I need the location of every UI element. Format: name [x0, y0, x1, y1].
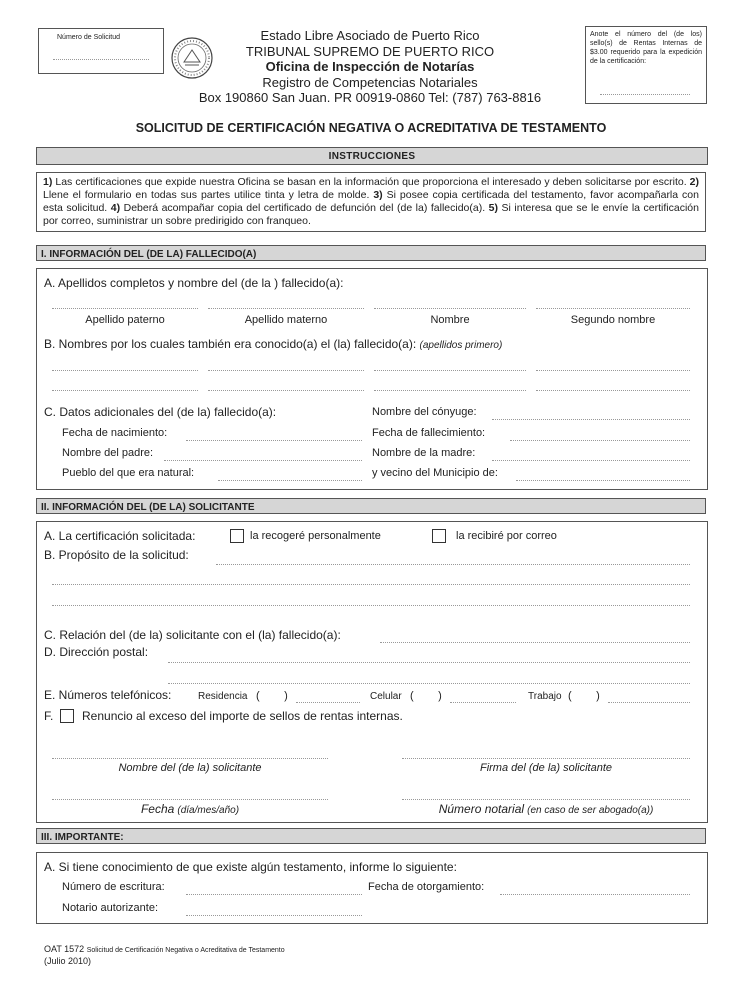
- resident-field[interactable]: [516, 480, 690, 481]
- purpose-label: B. Propósito de la solicitud:: [44, 548, 189, 562]
- birth-date-field[interactable]: [186, 440, 362, 441]
- alias-field-2d[interactable]: [536, 390, 690, 391]
- instruction-1-num: 1): [43, 176, 53, 188]
- instructions-heading-text: INSTRUCCIONES: [328, 151, 416, 162]
- deed-number-label: Número de escritura:: [62, 881, 165, 893]
- form-title: SOLICITUD DE CERTIFICACIÓN NEGATIVA O ACREDITATIVA DE TESTAMENTO: [135, 121, 607, 135]
- applicant-signature-caption: Firma del (de la) solicitante: [479, 762, 613, 774]
- request-number-box: [38, 28, 164, 74]
- section-2-heading: [36, 498, 706, 514]
- death-date-label: Fecha de fallecimiento:: [372, 427, 486, 439]
- aliases-label: [44, 337, 502, 351]
- instruction-5: Si interesa que se le envíe la certificación por correo, suministrar un sobre predirigido con franqueo.: [43, 202, 699, 227]
- deceased-name-label: A. Apellidos completos y nombre del (de la ) fallecido(a):: [44, 276, 344, 290]
- instructions-heading: [36, 147, 708, 165]
- instruction-5-num: 5): [488, 202, 499, 214]
- mother-field[interactable]: [492, 460, 690, 461]
- cell-phone-label: Celular: [370, 691, 402, 702]
- letterhead: [190, 28, 550, 106]
- hometown-label: Pueblo del que era natural:: [62, 467, 195, 479]
- caption-maternal-surname: Apellido materno: [244, 314, 328, 326]
- section-3-heading: [36, 828, 706, 844]
- instruction-1: Las certificaciones que expide nuestra Oficina se basan en la información que proporciona el interesado y deben solicitarse por escrito.: [52, 176, 690, 188]
- postal-address-label: D. Dirección postal:: [44, 645, 149, 659]
- authorizing-notary-field[interactable]: [186, 915, 362, 916]
- section-2-body: [36, 521, 708, 823]
- form-description: Solicitud de Certificación Negativa o Acreditativa de Testamento: [86, 947, 285, 954]
- work-phone-field[interactable]: ( ): [568, 690, 600, 702]
- notary-number-caption: [402, 802, 690, 816]
- aliases-label-text: B. Nombres por los cuales también era conocido(a) el (la) fallecido(a):: [44, 337, 417, 351]
- header-line-4: Registro de Competencias Notariales: [262, 74, 478, 90]
- cell-phone-field[interactable]: ( ): [410, 690, 442, 702]
- first-name-field[interactable]: [374, 308, 526, 309]
- authorizing-notary-label: Notario autorizante:: [62, 902, 158, 914]
- stamp-instructions: Anote el número del (de los) sello(s) de Rentas Internas de $3.00 requerido para la expedición de la certificación:: [590, 31, 702, 65]
- death-date-field[interactable]: [510, 440, 690, 441]
- section-3-heading-text: III. IMPORTANTE:: [41, 832, 124, 843]
- form-code: OAT 1572: [44, 944, 85, 954]
- instruction-4-num: 4): [110, 202, 121, 214]
- header-line-1: Estado Libre Asociado de Puerto Rico: [260, 28, 480, 43]
- instruction-3: Si posee copia certificada del testamento, favor acompañarla con esta solicitud.: [43, 189, 699, 214]
- purpose-field-1[interactable]: [216, 564, 690, 565]
- certification-delivery-label: A. La certificación solicitada:: [44, 529, 196, 543]
- date-field[interactable]: [52, 799, 328, 800]
- spouse-label: Nombre del cónyuge:: [372, 406, 477, 418]
- purpose-field-2[interactable]: [52, 584, 690, 585]
- mother-label: Nombre de la madre:: [372, 447, 476, 459]
- section-1-heading: [36, 245, 706, 261]
- phones-label: E. Números telefónicos:: [44, 688, 172, 702]
- pickup-option-label: la recogeré personalmente: [250, 530, 381, 542]
- notary-number-field[interactable]: [402, 799, 690, 800]
- alias-field-1a[interactable]: [52, 370, 198, 371]
- residence-phone-label: Residencia: [198, 691, 248, 702]
- alias-field-1b[interactable]: [208, 370, 364, 371]
- will-info-label: A. Si tiene conocimiento de que existe algún testamento, informe lo siguiente:: [44, 860, 457, 874]
- waiver-label: Renuncio al exceso del importe de sellos de rentas internas.: [82, 709, 403, 723]
- form-code-line: [44, 944, 285, 956]
- instruction-4: Deberá acompañar copia del certificado de defunción del (de la) fallecido(a).: [120, 202, 489, 214]
- section-1-heading-text: I. INFORMACIÓN DEL (DE LA) FALLECIDO(A): [41, 249, 257, 260]
- mail-option-label: la recibiré por correo: [456, 530, 557, 542]
- maternal-surname-field[interactable]: [208, 308, 364, 309]
- applicant-name-field[interactable]: [52, 758, 328, 759]
- alias-field-2b[interactable]: [208, 390, 364, 391]
- instruction-3-num: 3): [373, 189, 383, 201]
- residence-phone-field[interactable]: ( ): [256, 690, 288, 702]
- father-field[interactable]: [164, 460, 362, 461]
- applicant-name-caption: Nombre del (de la) solicitante: [118, 762, 262, 774]
- pickup-checkbox[interactable]: [230, 529, 244, 543]
- grant-date-label: Fecha de otorgamiento:: [368, 881, 485, 893]
- caption-first-name: Nombre: [430, 314, 470, 326]
- middle-name-field[interactable]: [536, 308, 690, 309]
- resident-label: y vecino del Municipio de:: [372, 467, 498, 479]
- date-caption-hint: (día/mes/año): [177, 805, 240, 816]
- request-number-field[interactable]: [53, 59, 149, 60]
- date-caption-text: Fecha: [140, 802, 175, 816]
- residence-phone-line: [296, 702, 360, 703]
- alias-field-2c[interactable]: [374, 390, 526, 391]
- header-line-2: TRIBUNAL SUPREMO DE PUERTO RICO: [245, 43, 495, 59]
- header-line-3: Oficina de Inspección de Notarías: [265, 59, 475, 74]
- stamp-number-field[interactable]: [600, 94, 690, 95]
- grant-date-field[interactable]: [500, 894, 690, 895]
- birth-date-label: Fecha de nacimiento:: [62, 427, 168, 439]
- relationship-label: C. Relación del (de la) solicitante con el (la) fallecido(a):: [44, 628, 341, 642]
- father-label: Nombre del padre:: [62, 447, 154, 459]
- postal-address-field-2[interactable]: [168, 683, 690, 684]
- alias-field-1d[interactable]: [536, 370, 690, 371]
- alias-field-2a[interactable]: [52, 390, 198, 391]
- alias-field-1c[interactable]: [374, 370, 526, 371]
- instruction-2: Llene el formulario en todas sus partes utilice tinta y letra de molde.: [43, 189, 374, 201]
- caption-paternal-surname: Apellido paterno: [85, 314, 165, 326]
- additional-data-label: C. Datos adicionales del (de la) fallecido(a):: [44, 405, 277, 419]
- caption-middle-name: Segundo nombre: [570, 314, 656, 326]
- stamp-box: [585, 26, 707, 104]
- waiver-prefix: F.: [44, 709, 54, 723]
- relationship-field[interactable]: [380, 642, 690, 643]
- section-2-heading-text: II. INFORMACIÓN DEL (DE LA) SOLICITANTE: [41, 502, 255, 513]
- postal-address-field-1[interactable]: [168, 662, 690, 663]
- notary-number-caption-hint: (en caso de ser abogado(a)): [527, 805, 654, 816]
- form-revision-date: (Julio 2010): [44, 956, 92, 966]
- header-line-5: Box 190860 San Juan. PR 00919-0860 Tel: (787) 763-8816: [198, 90, 542, 105]
- date-caption: [52, 802, 328, 816]
- request-number-label: Número de Solicitud: [57, 34, 121, 41]
- purpose-field-3[interactable]: [52, 605, 690, 606]
- waiver-checkbox[interactable]: [60, 709, 74, 723]
- instruction-2-num: 2): [689, 176, 699, 188]
- instructions-body: [36, 172, 706, 232]
- spouse-field[interactable]: [492, 419, 690, 420]
- cell-phone-line: [450, 702, 516, 703]
- applicant-signature-field[interactable]: [402, 758, 690, 759]
- deed-number-field[interactable]: [186, 894, 362, 895]
- hometown-field[interactable]: [218, 480, 362, 481]
- notary-number-caption-text: Número notarial: [438, 802, 525, 816]
- form-footer: [44, 944, 285, 967]
- paternal-surname-field[interactable]: [52, 308, 198, 309]
- aliases-hint: (apellidos primero): [419, 340, 503, 351]
- mail-checkbox[interactable]: [432, 529, 446, 543]
- work-phone-label: Trabajo: [528, 691, 562, 702]
- work-phone-line: [608, 702, 690, 703]
